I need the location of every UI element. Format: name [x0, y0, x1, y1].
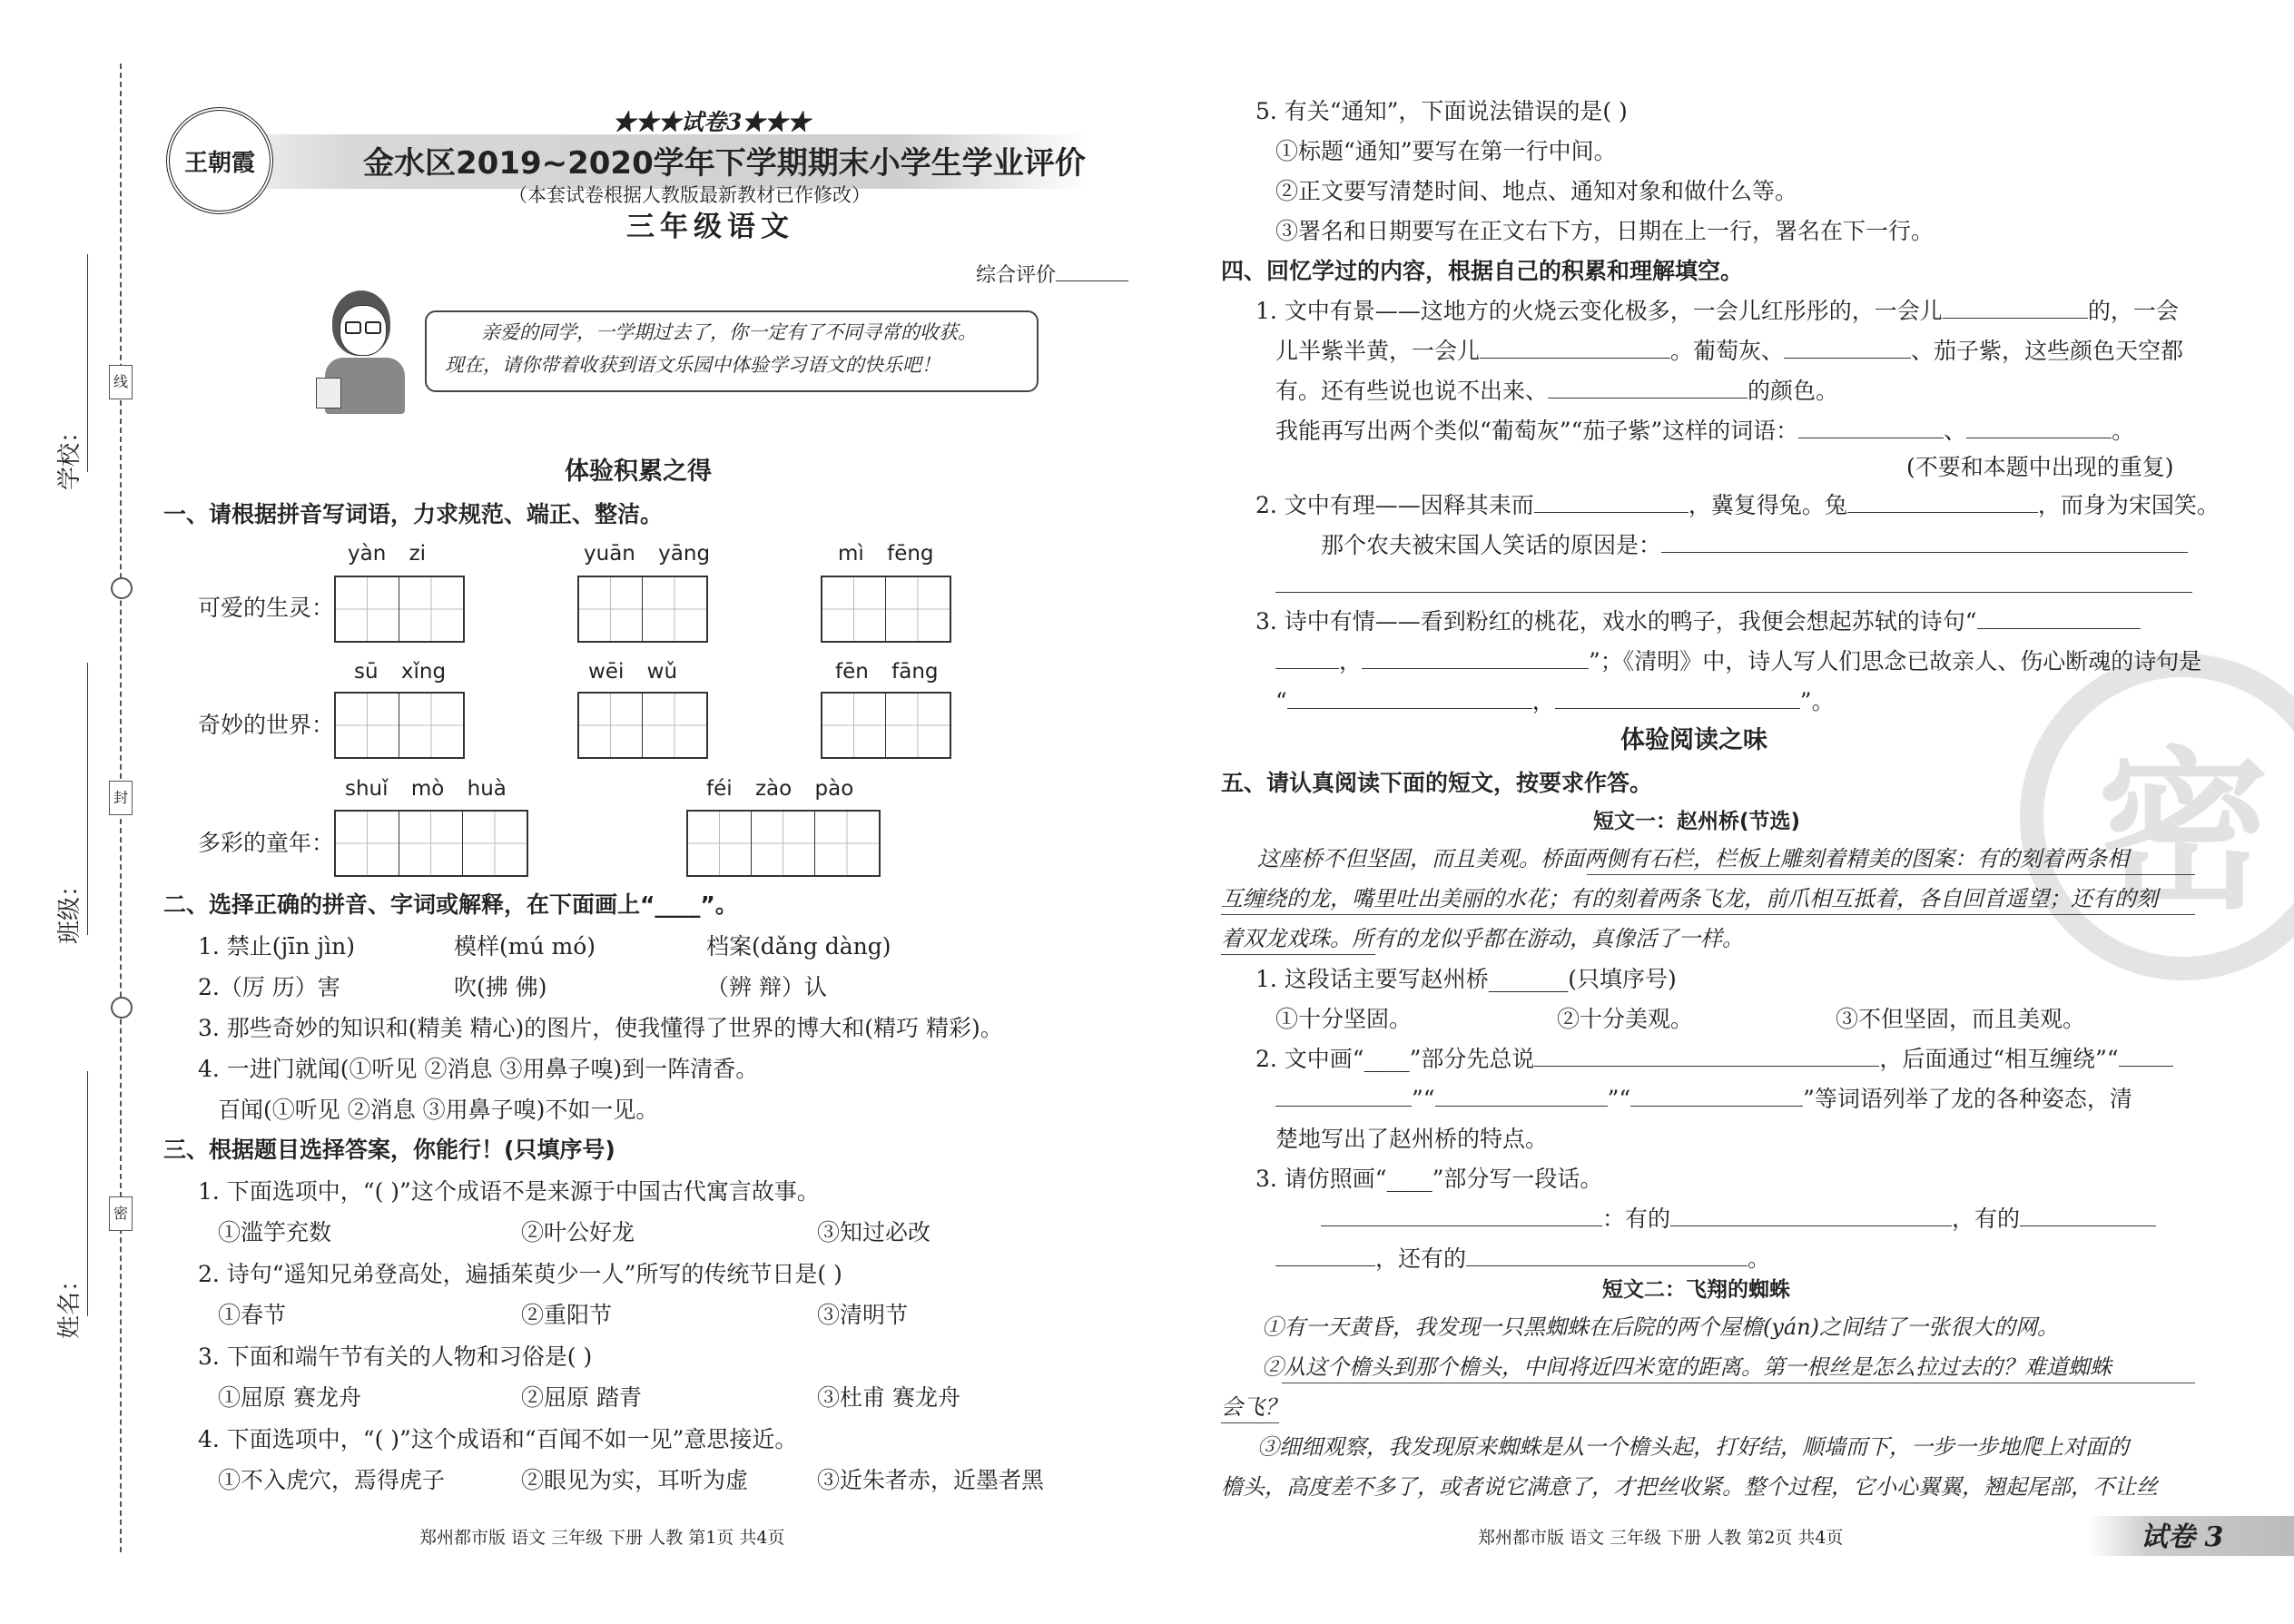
q5-title: 五、请认真阅读下面的短文，按要求作答。: [1221, 770, 1653, 796]
blank[interactable]: [1321, 1206, 1602, 1226]
passage2-line: 檐头，高度差不多了，或者说它满意了，才把丝收紧。整个过程，它小心翼翼，翘起尾部，不让丝: [1221, 1474, 2158, 1500]
speech-bubble: [425, 310, 1039, 392]
q5-question: 5. 有关“通知”，下面说法错误的是( ): [1255, 98, 1628, 124]
logo: 王朝霞: [166, 107, 273, 214]
q3-question: 1. 下面选项中，“( )”这个成语不是来源于中国古代寓言故事。: [198, 1178, 820, 1205]
passage2-title: 短文二：飞翔的蜘蛛: [1602, 1278, 1790, 1302]
q3-option[interactable]: ③知过必改: [817, 1219, 931, 1245]
q4-3-line: ， ”；《清明》中，诗人写人们思念已故亲人、伤心断魂的诗句是: [1275, 648, 2201, 675]
q3-option[interactable]: ②屈原 踏青: [521, 1384, 642, 1411]
q2-item: 档案(dǎng dàng): [706, 933, 891, 960]
q3-option[interactable]: ①春节: [218, 1302, 287, 1328]
footer-right: 郑州都市版 语文 三年级 下册 人教 第2页 共4页: [1478, 1528, 1844, 1548]
writing-grid[interactable]: [577, 692, 708, 759]
q3-option[interactable]: ②眼见为实，耳听为虚: [521, 1467, 749, 1493]
blank[interactable]: [1275, 1245, 1375, 1266]
name-field[interactable]: [87, 1071, 88, 1316]
passage2-line: ③细细观察，我发现原来蜘蛛是从一个檐头起，打好结，顺墙而下，一步一步地爬上对面的: [1257, 1434, 2129, 1460]
q4-1-note: (不要和本题中出现的重复): [1906, 454, 2174, 480]
pinyin: féi zào pào: [706, 777, 854, 801]
blank[interactable]: [1275, 1086, 1412, 1107]
pinyin: fēn fāng: [835, 660, 939, 684]
eval-field[interactable]: [1056, 261, 1128, 281]
underline-mark: [1221, 914, 2195, 915]
underline-mark: [1221, 954, 1375, 955]
q3-option[interactable]: ①不入虎穴，焉得虎子: [218, 1467, 446, 1493]
page-badge: 试卷 3: [2088, 1516, 2294, 1556]
mark-xian: 线: [109, 365, 133, 399]
name-label: 姓名：: [56, 1267, 84, 1339]
q3-option[interactable]: ③清明节: [817, 1302, 909, 1328]
writing-grid[interactable]: [334, 692, 465, 759]
binding-margin: [0, 0, 136, 1624]
reading-q2-line: 楚地写出了赵州桥的特点。: [1275, 1126, 1549, 1152]
mark-feng: 封: [109, 781, 133, 815]
reading-q3-line: ：有的 ，有的: [1321, 1206, 2156, 1233]
exam-subtitle: （本套试卷根据人教版最新教材已作修改）: [508, 184, 871, 206]
q2-title: 二、选择正确的拼音、字词或解释，在下面画上“____”。: [163, 891, 738, 918]
blank[interactable]: [1977, 608, 2141, 629]
blank[interactable]: [1275, 648, 1339, 669]
blank[interactable]: [1670, 1206, 1952, 1226]
q3-option[interactable]: ①屈原 赛龙舟: [218, 1384, 361, 1411]
q2-item: 模样(mú mó): [454, 933, 596, 960]
q2-item: 1. 禁止(jīn jìn): [198, 933, 355, 960]
blank[interactable]: [1943, 298, 2088, 319]
underline-mark: [1587, 874, 2195, 875]
blank[interactable]: [1534, 492, 1689, 513]
intro-line-2: 现在，请你带着收获到语文乐园中体验学习语文的快乐吧！: [445, 354, 940, 376]
blank[interactable]: [1847, 492, 2038, 513]
q4-2-line: 那个农夫被宋国人笑话的原因是：: [1321, 532, 2188, 559]
school-field[interactable]: [87, 254, 88, 472]
footer-left: 郑州都市版 语文 三年级 下册 人教 第1页 共4页: [419, 1528, 785, 1548]
underline-mark: [1221, 1422, 1279, 1423]
q2-item: （辨 辩）认: [706, 974, 827, 1000]
class-field[interactable]: [87, 663, 88, 935]
q4-1-line: 1. 文中有景——这地方的火烧云变化极多，一会儿红彤彤的，一会儿 的，一会: [1255, 298, 2179, 324]
writing-grid[interactable]: [334, 810, 528, 877]
q4-1-line: 有。还有些说也说不出来、 的颜色。: [1275, 378, 1839, 404]
pinyin: yuān yāng: [584, 542, 711, 566]
q2-item: 4. 一进门就闻(①听见 ②消息 ③用鼻子嗅)到一阵清香。: [198, 1056, 759, 1082]
q4-title: 四、回忆学过的内容，根据自己的积累和理解填空。: [1221, 258, 1744, 284]
blank[interactable]: [1555, 688, 1800, 709]
q2-item: 百闻(①听见 ②消息 ③用鼻子嗅)不如一见。: [218, 1097, 659, 1123]
passage2-line: ①有一天黄昏，我发现一只黑蜘蛛在后院的两个屋檐(yán)之间结了一张很大的网。: [1262, 1314, 2060, 1340]
q3-question: 4. 下面选项中，“( )”这个成语和“百闻不如一见”意思接近。: [198, 1426, 798, 1452]
writing-grid[interactable]: [686, 810, 881, 877]
intro-line-1: 亲爱的同学，一学期过去了，你一定有了不同寻常的收获。: [481, 321, 977, 343]
q5-option[interactable]: ③署名和日期要写在正文右下方，日期在上一行，署名在下一行。: [1275, 218, 1935, 244]
paper-tag: ★★★试卷3★★★: [613, 109, 811, 135]
blank[interactable]: [1287, 688, 1532, 709]
gear-icon: [111, 577, 133, 599]
q3-title: 三、根据题目选择答案，你能行！(只填序号): [163, 1137, 615, 1163]
blank[interactable]: [1630, 1086, 1803, 1107]
writing-grid[interactable]: [821, 576, 951, 643]
part2-title: 体验阅读之味: [1620, 726, 1767, 754]
q3-option[interactable]: ②叶公好龙: [521, 1219, 635, 1245]
part1-title: 体验积累之得: [565, 458, 712, 486]
q3-question: 2. 诗句“遥知兄弟登高处，遍插茱萸少一人”所写的传统节日是( ): [198, 1261, 842, 1287]
passage1-line: 着双龙戏珠。所有的龙似乎都在游动，真像活了一样。: [1221, 926, 1744, 951]
q4-1-line: 我能再写出两个类似“葡萄灰”“茄子紫”这样的词语： 、 。: [1275, 418, 2135, 444]
reading-q1-option[interactable]: ③不但坚固，而且美观。: [1836, 1006, 2086, 1032]
blank[interactable]: [1548, 378, 1748, 399]
reading-q1: 1. 这段话主要写赵州桥_______(只填序号): [1255, 966, 1677, 992]
q2-item: 吹(拂 佛): [454, 974, 547, 1000]
passage2-line: ②从这个檐头到那个檐头，中间将近四米宽的距离。第一根丝是怎么拉过去的？难道蜘蛛: [1262, 1354, 2112, 1380]
pinyin: wēi wǔ: [588, 660, 678, 684]
q3-option[interactable]: ②重阳节: [521, 1302, 613, 1328]
blank[interactable]: [1534, 1046, 1879, 1067]
teacher-illustration: [316, 290, 416, 418]
reading-q1-option[interactable]: ①十分坚固。: [1275, 1006, 1413, 1032]
q1-row-label: 多彩的童年：: [198, 830, 335, 856]
q3-option[interactable]: ③杜甫 赛龙舟: [817, 1384, 960, 1411]
q4-3-line: 3. 诗中有情——看到粉红的桃花，戏水的鸭子，我便会想起苏轼的诗句“: [1255, 608, 2141, 635]
mark-mi: 密: [109, 1196, 133, 1231]
blank[interactable]: [2119, 1046, 2173, 1067]
pinyin: sū xǐng: [354, 660, 447, 684]
q1-title: 一、请根据拼音写词语，力求规范、端正、整洁。: [163, 501, 664, 527]
q1-row-label: 奇妙的世界：: [198, 712, 335, 738]
blank[interactable]: [1966, 418, 2112, 438]
passage2-line: 会飞？: [1221, 1394, 1286, 1420]
eval-label: 综合评价: [976, 261, 1128, 288]
pinyin: mì fēng: [838, 542, 934, 566]
blank[interactable]: [1362, 648, 1589, 669]
reading-q2-line: 2. 文中画“____”部分先总说 ，后面通过“相互缠绕”“: [1255, 1046, 2173, 1073]
blank[interactable]: [1480, 338, 1670, 359]
subject-title: 三年级语文: [626, 211, 794, 243]
reading-q1-option[interactable]: ②十分美观。: [1557, 1006, 1694, 1032]
q1-row-label: 可爱的生灵：: [198, 595, 335, 621]
answer-line[interactable]: [1275, 592, 2192, 593]
passage1-line: 互缠绕的龙，嘴里吐出美丽的水花；有的刻着两条飞龙，前爪相互抵着，各自回首遥望；还有的刻: [1221, 886, 2158, 911]
q3-question: 3. 下面和端午节有关的人物和习俗是( ): [198, 1343, 593, 1370]
blank[interactable]: [1435, 1086, 1608, 1107]
school-label: 学校：: [56, 418, 84, 490]
reading-q2-line: ”“ ”“ ”等词语列举了龙的各种姿态，清: [1275, 1086, 2132, 1113]
blank[interactable]: [1466, 1245, 1748, 1266]
q3-option[interactable]: ①滥竽充数: [218, 1219, 332, 1245]
blank[interactable]: [1784, 338, 1911, 359]
passage1-title: 短文一：赵州桥(节选): [1593, 810, 1801, 833]
pinyin: shuǐ mò huà: [345, 777, 507, 801]
q2-item: 2.（厉 历）害: [198, 974, 340, 1000]
q4-3-line: “ ， ”。: [1275, 688, 1835, 714]
q3-option[interactable]: ③近朱者赤，近墨者黑: [817, 1467, 1045, 1493]
reading-q3-line: ，还有的 。: [1275, 1245, 1770, 1273]
blank[interactable]: [2020, 1206, 2156, 1226]
q4-2-line: 2. 文中有理——因释其耒而 ，冀复得兔。兔 ，而身为宋国笑。: [1255, 492, 2220, 518]
q4-1-line: 儿半紫半黄，一会儿 。葡萄灰、 、茄子紫，这些颜色天空都: [1275, 338, 2184, 364]
passage1-line: 这座桥不但坚固，而且美观。桥面两侧有石栏，栏板上雕刻着精美的图案：有的刻着两条相: [1257, 846, 2129, 871]
q2-item: 3. 那些奇妙的知识和(精美 精心)的图片，使我懂得了世界的博大和(精巧 精彩)。: [198, 1015, 1003, 1041]
watermark-stamp: 密: [2020, 654, 2294, 980]
writing-grid[interactable]: [821, 692, 951, 759]
q5-option[interactable]: ①标题“通知”要写在第一行中间。: [1275, 138, 1617, 164]
pinyin: yàn zi: [348, 542, 427, 566]
exam-title: 金水区2019~2020学年下学期期末小学生学业评价: [363, 145, 1086, 182]
gear-icon: [111, 997, 133, 1019]
class-label: 班级：: [56, 872, 84, 944]
q5-option[interactable]: ②正文要写清楚时间、地点、通知对象和做什么等。: [1275, 178, 1798, 204]
writing-grid[interactable]: [334, 576, 465, 643]
writing-grid[interactable]: [577, 576, 708, 643]
reading-q3: 3. 请仿照画“____”部分写一段话。: [1255, 1166, 1603, 1192]
blank[interactable]: [1798, 418, 1944, 438]
blank[interactable]: [1661, 532, 2188, 553]
